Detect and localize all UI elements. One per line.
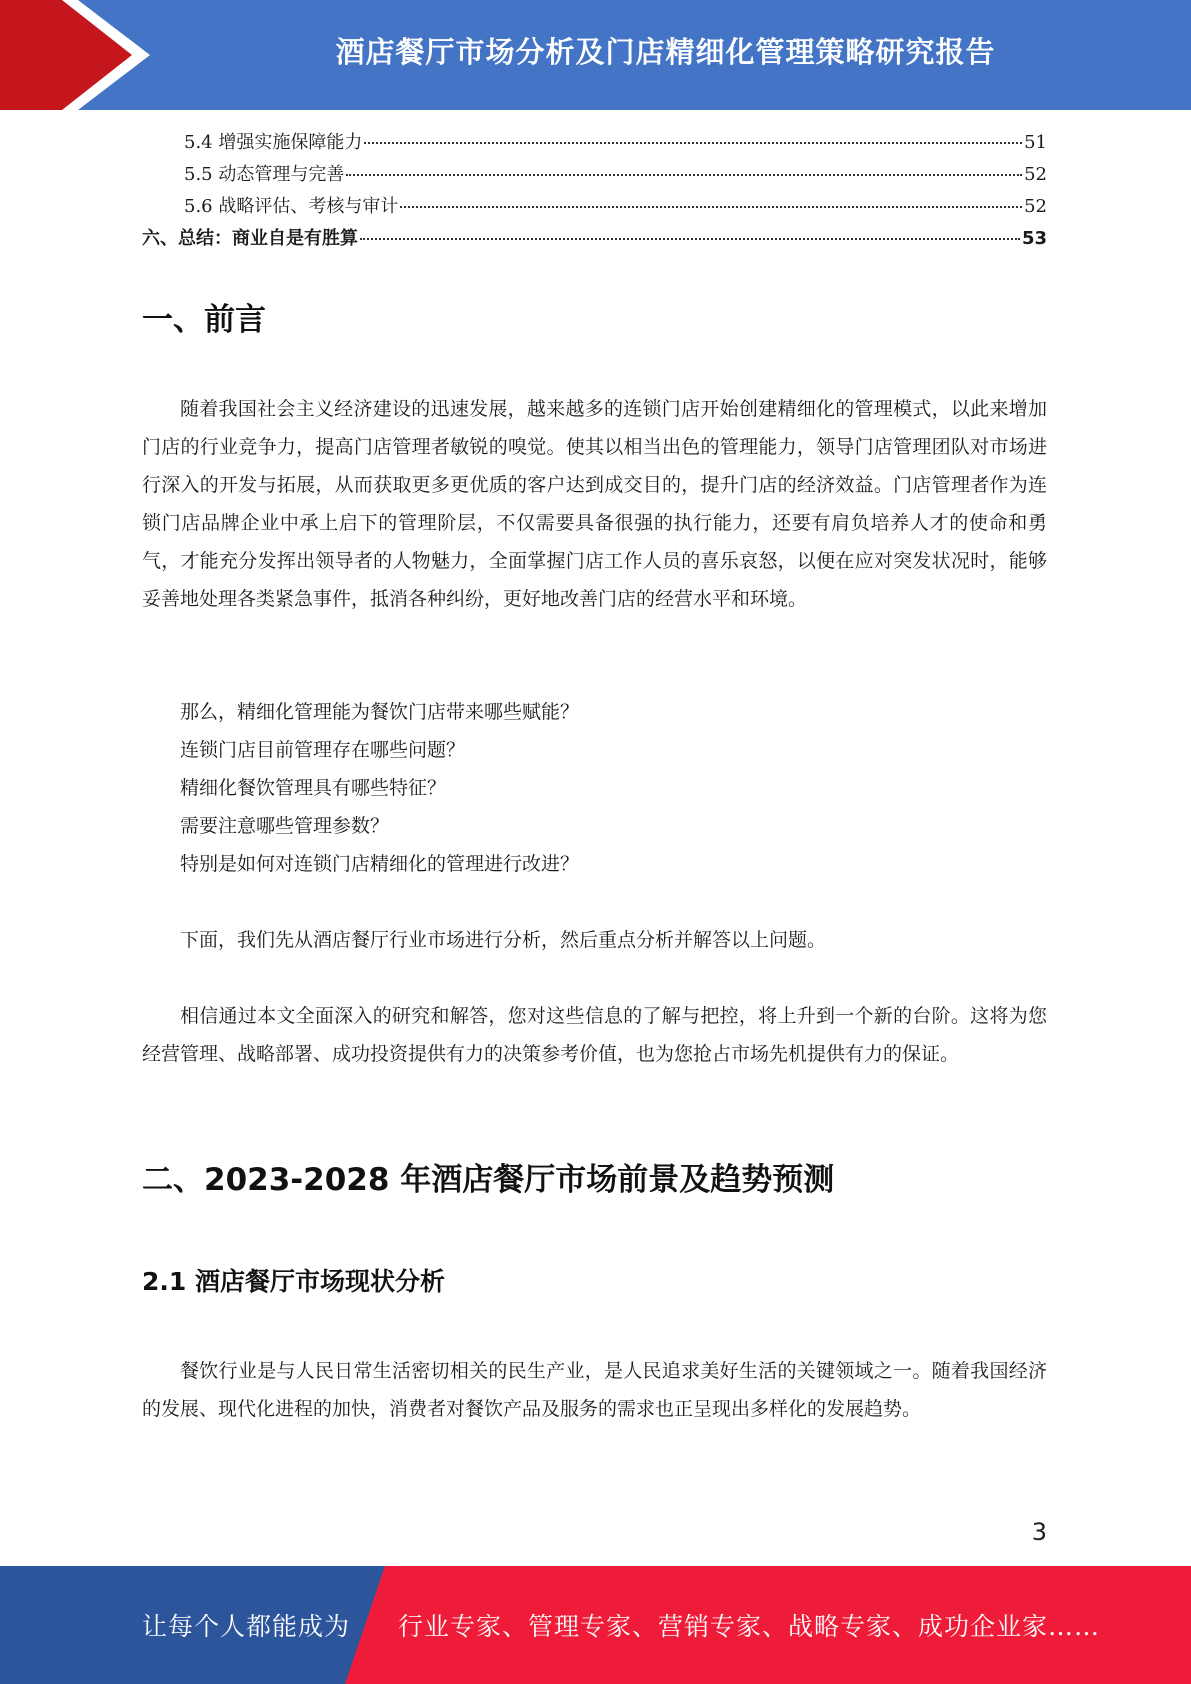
question-item: 特别是如何对连锁门店精细化的管理进行改进？ — [180, 853, 580, 875]
footer-slogan-left: 让每个人都能成为 — [142, 1612, 351, 1641]
toc-item-page: 53 — [1021, 228, 1047, 249]
toc-item-label: 5.6 战略评估、考核与审计 — [184, 196, 399, 217]
toc-item-label: 5.5 动态管理与完善 — [184, 164, 345, 185]
question-item: 连锁门店目前管理存在哪些问题？ — [180, 739, 466, 761]
toc-item-label: 5.4 增强实施保障能力 — [184, 132, 363, 153]
table-of-contents — [142, 128, 1047, 256]
question-item: 需要注意哪些管理参数？ — [180, 815, 390, 837]
subsection-heading-market-status: 2.1 酒店餐厅市场现状分析 — [142, 1267, 445, 1296]
toc-item[interactable] — [142, 192, 1047, 224]
body-paragraph: 餐饮行业是与人民日常生活密切相关的民生产业，是人民追求美好生活的关键领域之一。随着我国经济的发展、现代化进程的加快，消费者对餐饮产品及服务的需求也正呈现出多样化的发展趋势。 — [142, 1360, 1047, 1420]
section-heading-market-forecast: 二、2023-2028 年酒店餐厅市场前景及趋势预测 — [142, 1162, 835, 1198]
footer-slogan-right: 行业专家、管理专家、营销专家、战略专家、成功企业家…… — [398, 1612, 1101, 1641]
toc-item-label: 六、总结：商业自是有胜算 — [142, 228, 358, 249]
body-paragraph: 随着我国社会主义经济建设的迅速发展，越来越多的连锁门店开始创建精细化的管理模式，以此来增加门店的行业竞争力，提高门店管理者敏锐的嗅觉。使其以相当出色的管理能力，领导门店管理团队对市场进行深入的开发与拓展，从而获取更多更优质的客户达到成交目的，提升门店的经济效益。门店管理者作为连锁门店品牌企业中承上启下的管理阶层，不仅需要具备很强的执行能力，还要有肩负培养人才的使命和勇气，才能充分发挥出领导者的人物魅力，全面掌握门店工作人员的喜乐哀怒，以便在应对突发状况时，能够妥善地处理各类紧急事件，抵消各种纠纷，更好地改善门店的经营水平和环境。 — [142, 398, 1047, 610]
body-paragraph: 相信通过本文全面深入的研究和解答，您对这些信息的了解与把控，将上升到一个新的台阶。这将为您经营管理、战略部署、成功投资提供有力的决策参考价值，也为您抢占市场先机提供有力的保证。 — [142, 1005, 1047, 1065]
question-item: 那么，精细化管理能为餐饮门店带来哪些赋能？ — [180, 701, 580, 723]
question-item: 精细化餐饮管理具有哪些特征？ — [180, 777, 447, 799]
toc-item-page: 52 — [1024, 196, 1047, 217]
toc-leader-dots — [360, 237, 1020, 240]
toc-leader-dots — [346, 173, 1022, 176]
body-paragraph: 下面，我们先从酒店餐厅行业市场进行分析，然后重点分析并解答以上问题。 — [180, 929, 827, 951]
section-heading-preface: 一、前言 — [142, 302, 266, 338]
toc-item[interactable] — [142, 160, 1047, 192]
toc-leader-dots — [364, 141, 1022, 144]
toc-item[interactable] — [142, 128, 1047, 160]
page-number: 3 — [1031, 1518, 1047, 1546]
document-title: 酒店餐厅市场分析及门店精细化管理策略研究报告 — [335, 34, 996, 69]
toc-item-page: 52 — [1024, 164, 1047, 185]
page-footer — [0, 1566, 1191, 1684]
toc-item-page: 51 — [1024, 132, 1047, 153]
toc-item[interactable] — [142, 224, 1047, 256]
toc-leader-dots — [400, 205, 1022, 208]
page-header — [0, 0, 1191, 110]
question-list — [142, 693, 1047, 883]
